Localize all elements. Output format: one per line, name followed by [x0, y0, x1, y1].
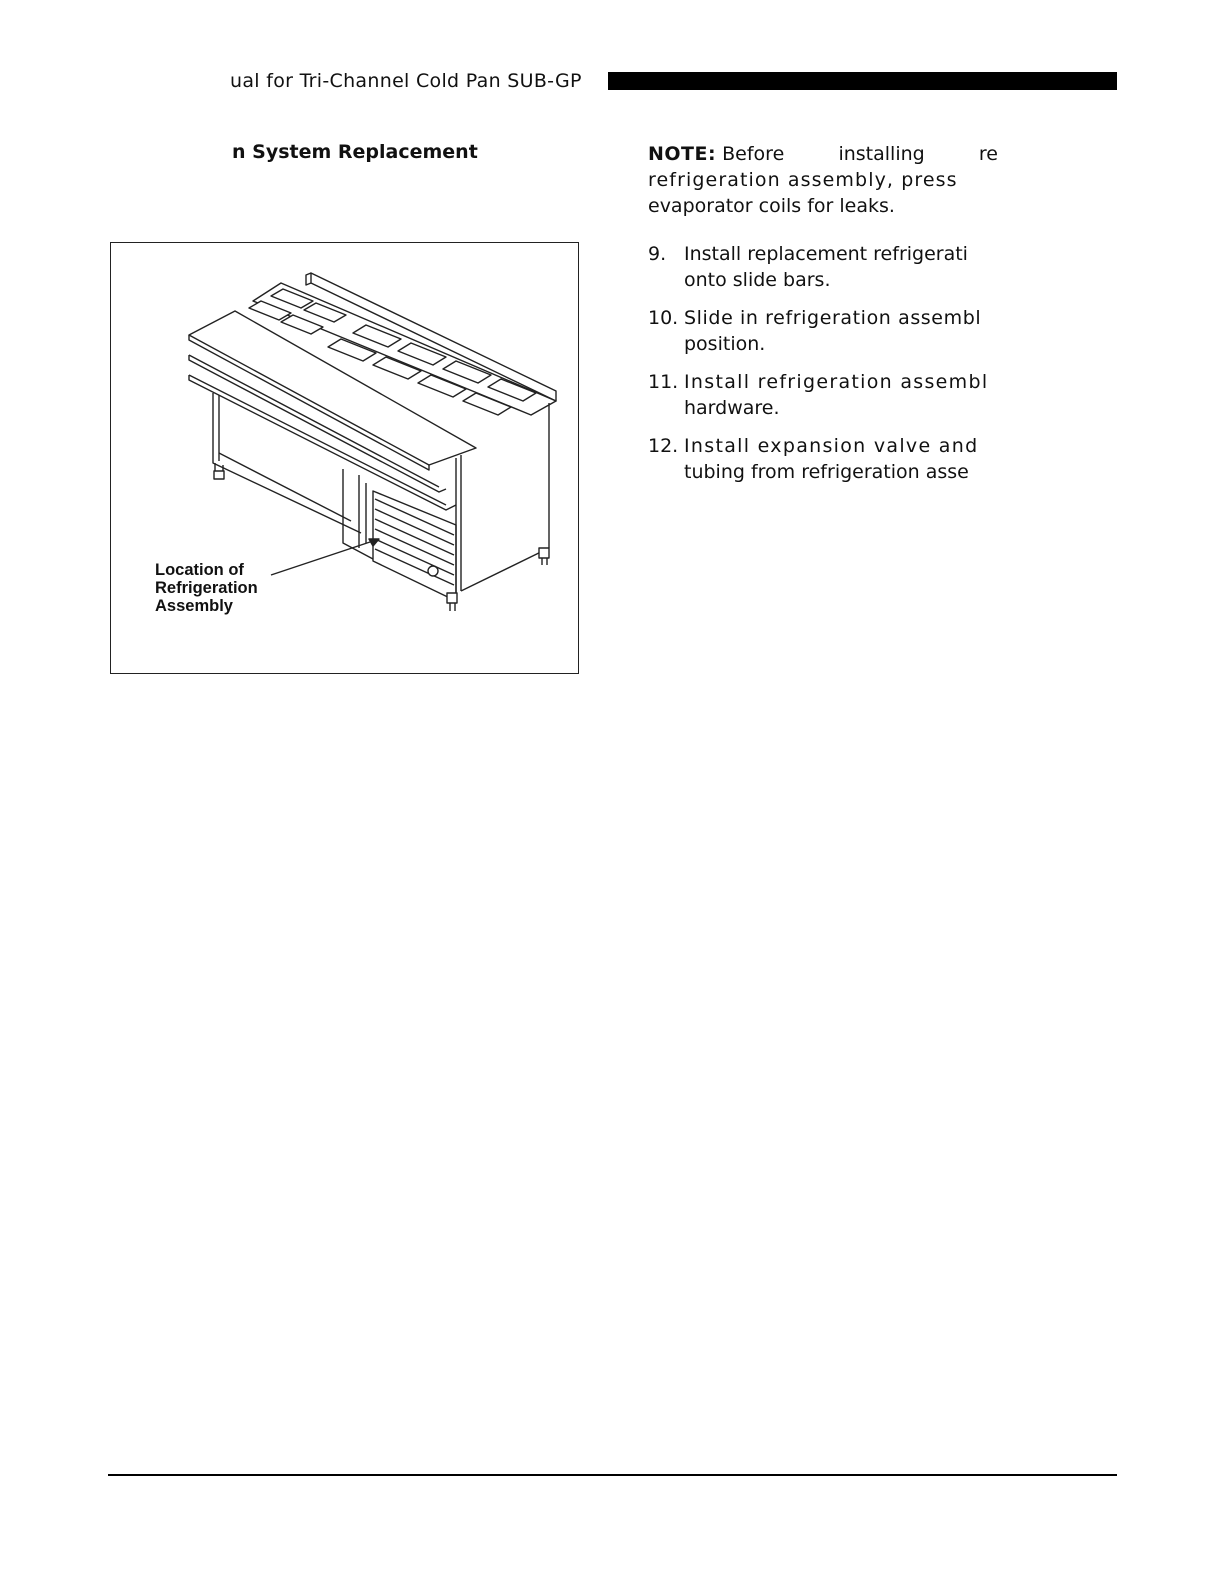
step-text-cont: tubing from refrigeration asse: [684, 461, 969, 483]
note-line-2: refrigeration assembly, press: [648, 169, 958, 191]
step-number: 9.: [648, 243, 667, 265]
note-label: NOTE:: [648, 143, 717, 165]
step-number: 10.: [648, 307, 679, 329]
step-text-cont: hardware.: [684, 397, 780, 419]
section-heading: n System Replacement: [232, 141, 478, 163]
footer-rule: [108, 1474, 1117, 1476]
note-word-3: re: [978, 143, 998, 165]
note-block: [648, 141, 998, 219]
note-line-3: evaporator coils for leaks.: [648, 195, 895, 217]
step-number: 11.: [648, 371, 679, 393]
step-item: [648, 369, 1008, 421]
header-title: ual for Tri-Channel Cold Pan SUB-GP: [230, 70, 582, 92]
step-item: [648, 305, 1008, 357]
note-word-2: installing: [838, 143, 925, 165]
step-text-cont: position.: [684, 333, 766, 355]
step-text: Slide in refrigeration assembl: [684, 307, 982, 329]
step-text: Install expansion valve and: [684, 435, 979, 457]
step-item: [648, 433, 1008, 485]
header-bar: [608, 72, 1117, 90]
step-item: [648, 241, 1008, 293]
step-text-cont: onto slide bars.: [684, 269, 831, 291]
note-line-1: [648, 141, 998, 167]
step-list: [648, 241, 1008, 497]
step-text: Install replacement refrigerati: [684, 243, 968, 265]
step-text: Install refrigeration assembl: [684, 371, 989, 393]
step-number: 12.: [648, 435, 679, 457]
figure-callout: [155, 561, 258, 615]
callout-line-2: Refrigeration: [155, 579, 258, 597]
callout-line-1: Location of: [155, 561, 244, 579]
figure-frame: [110, 242, 579, 674]
callout-line-3: Assembly: [155, 597, 233, 615]
note-word-1: Before: [722, 143, 785, 165]
